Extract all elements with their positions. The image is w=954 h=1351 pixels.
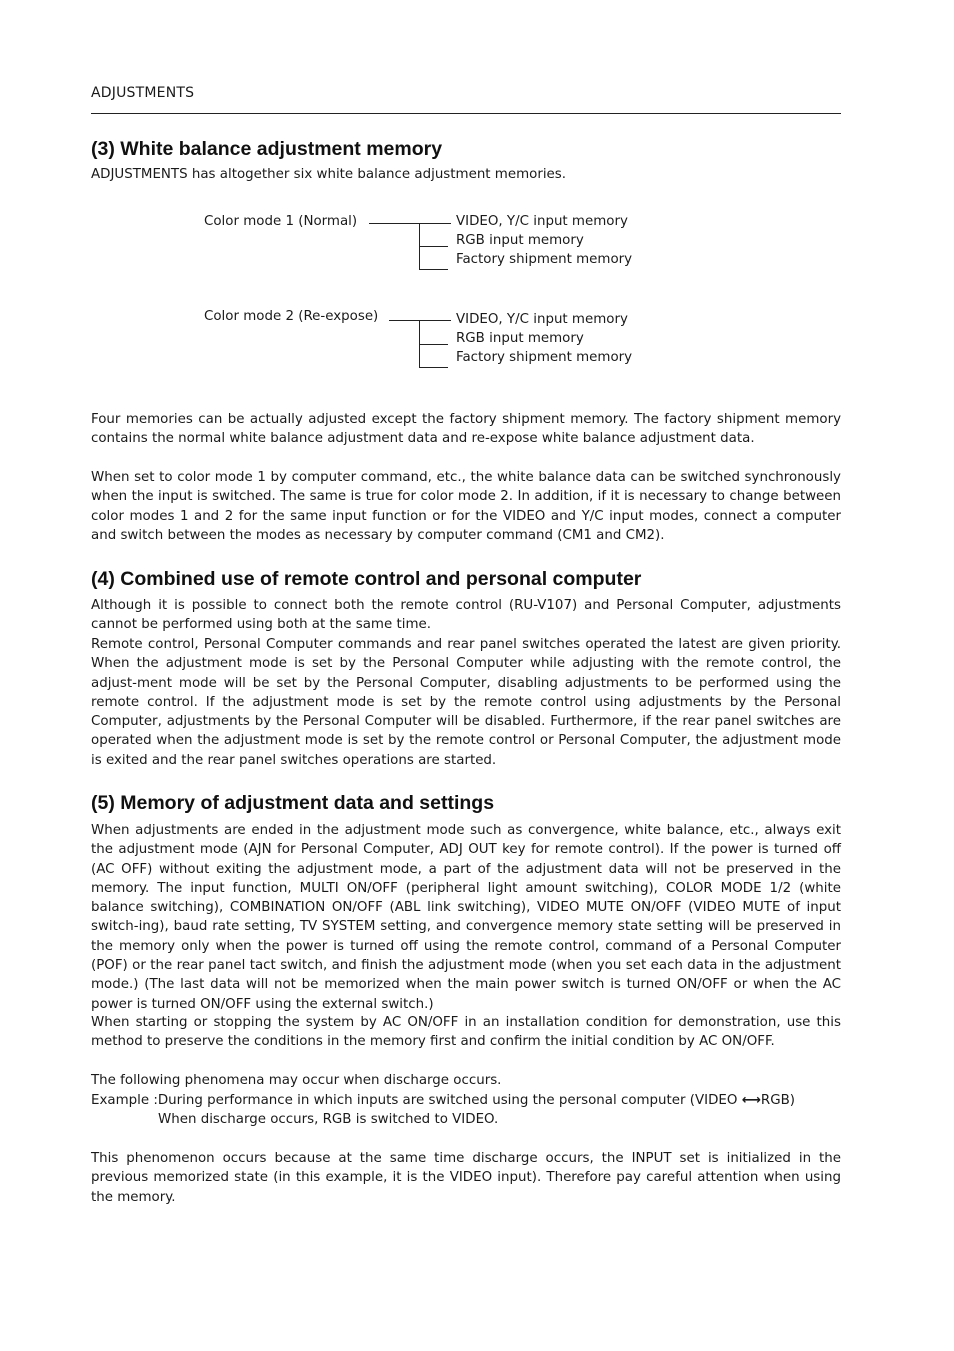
section-5-paragraph: When adjustments are ended in the adjustment mode such as convergence, white balance, etc., always exit the adjustment mode (AJN for Personal Computer, ADJ OUT key for remote control). If the power is turned off (AC OFF) without exiting the adjustment mode, a part of the adjustment data will not be preserved in the memory. The input function, MULTI ON/OFF (peripheral light amount switching), COLOR MODE 1/2 (white balance switching), COMBINATION ON/OFF (ABL link switching), VIDEO MUTE ON/OFF (VIDEO MUTE of input switch-ing), baud rate setting, TV SYSTEM setting, and convergence memory state setting will be preserved in the memory only when the power is turned off using the remote control, command of a Personal Computer (POF) or the rear panel tact switch, and finish the adjustment mode (when you set each data in the adjustment mode.) (The last data will not be memorized when the main power switch is turned ON/OFF or when the AC power is turned ON/OFF using the external switch.) — [91, 823, 841, 1012]
bidirectional-arrow-icon: ⟷ — [741, 1093, 761, 1108]
color-mode-1-label: Color mode 1 (Normal) — [204, 214, 358, 229]
section-5-paragraph: When starting or stopping the system by AC ON/OFF in an installation condition for demonstration, use this method to preserve the conditions in the memory first and confirm the initial condition by AC ON/OFF. — [91, 1015, 841, 1050]
section-5-title: (5) Memory of adjustment data and settings — [91, 792, 495, 814]
connector-line — [369, 223, 451, 224]
section-3-intro: ADJUSTMENTS has altogether six white balance adjustment memories. — [91, 167, 567, 182]
section-3-paragraph: When set to color mode 1 by computer command, etc., the white balance data can be switched synchronously when the input is switched. The same is true for color mode 2. In addition, if it is necessary to change between color modes 1 and 2 for the same input function or for the VIDEO and Y/C input modes, connect a computer and switch between the modes as necessary by computer command (CM1 and CM2). — [91, 470, 841, 543]
mode-1-memory-item: RGB input memory — [456, 233, 584, 248]
connector-line — [389, 320, 451, 321]
bracket-tick — [419, 344, 448, 345]
example-text: During performance in which inputs are switched using the personal computer (VIDEO — [157, 1093, 742, 1108]
section-5-paragraph: This phenomenon occurs because at the same time discharge occurs, the INPUT set is initialized in the previous memorized state (in this example, it is the VIDEO input). Therefore pay careful attention when using the memory. — [91, 1151, 841, 1205]
example-line-1 — [91, 1091, 841, 1110]
mode-2-memory-item: Factory shipment memory — [456, 350, 633, 365]
example-text: RGB) — [760, 1093, 795, 1108]
section-3-title: (3) White balance adjustment memory — [91, 138, 443, 160]
section-3-paragraph: Four memories can be actually adjusted except the factory shipment memory. The factory shipment memory contains the normal white balance adjustment data and re-expose white balance adjustment data. — [91, 412, 841, 447]
bracket-tick — [419, 269, 448, 270]
example-label: Example : — [91, 1093, 158, 1108]
mode-2-memory-item: VIDEO, Y/C input memory — [456, 312, 628, 327]
section-4-paragraph: Remote control, Personal Computer commands and rear panel switches operated the latest are given priority. When the adjustment mode is set by the Personal Computer while adjusting with the remote control, the adjust-ment mode will be set by the Personal Computer, disabling adjustments to be performed using the remote control. If the adjustment mode is set by the remote control using adjustments by the Personal Computer, adjustments by the Personal Computer will be disabled. Furthermore, if the rear panel switches are operated when the adjustment mode is set by the remote control or Personal Computer, the adjustment mode is exited and the rear panel switches operations are started. — [91, 637, 841, 768]
bracket-tick — [419, 246, 448, 247]
section-4-paragraph: Although it is possible to connect both the remote control (RU-V107) and Personal Computer, adjustments cannot be performed using both at the same time. — [91, 598, 841, 633]
bracket-tick — [419, 367, 448, 368]
mode-1-memory-item: VIDEO, Y/C input memory — [456, 214, 628, 229]
color-mode-2-label: Color mode 2 (Re-expose) — [204, 309, 379, 324]
mode-2-memory-item: RGB input memory — [456, 331, 584, 346]
header-rule — [91, 113, 841, 114]
section-4-title: (4) Combined use of remote control and personal computer — [91, 568, 642, 590]
mode-1-memory-item: Factory shipment memory — [456, 252, 633, 267]
section-5-paragraph: The following phenomena may occur when discharge occurs. — [91, 1073, 502, 1088]
example-line-2: When discharge occurs, RGB is switched to VIDEO. — [158, 1112, 499, 1127]
running-header: ADJUSTMENTS — [91, 85, 195, 101]
